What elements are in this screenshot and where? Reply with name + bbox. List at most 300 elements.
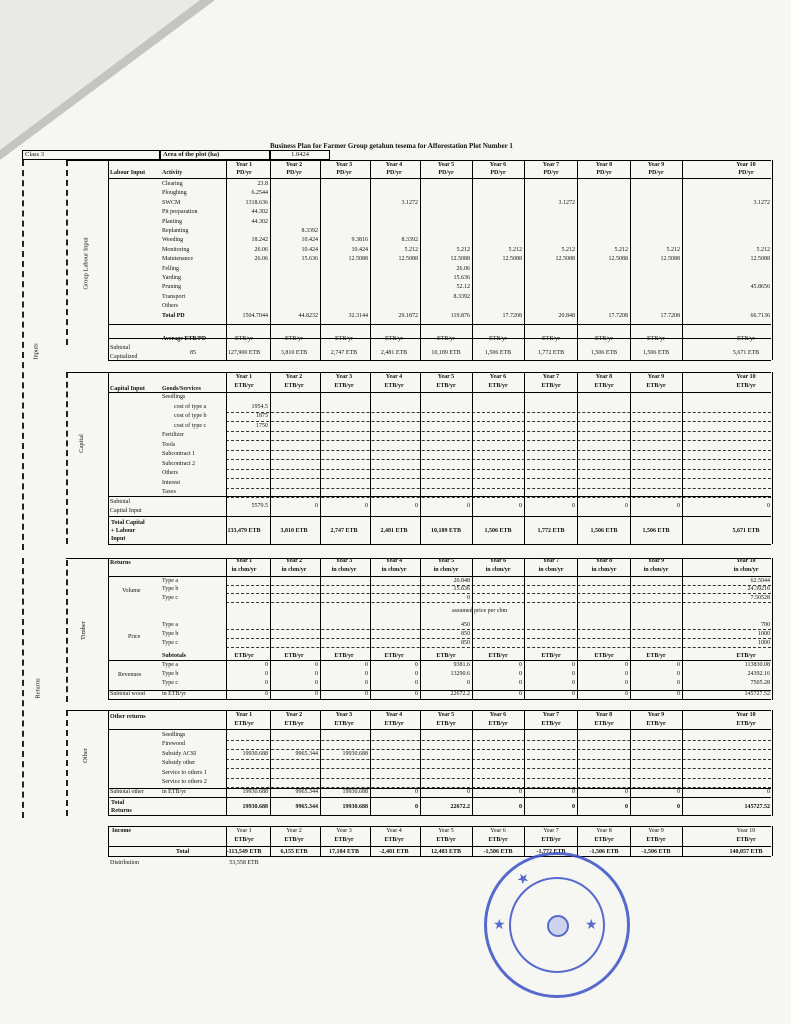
- column-rule: [772, 710, 773, 816]
- activity-name: Transport: [162, 293, 186, 300]
- year-header: Year 6: [489, 162, 507, 168]
- other-value: 9965.344: [295, 750, 318, 757]
- subtotal-other-value: 0: [572, 789, 575, 795]
- unit-header: in cbm/yr: [643, 567, 669, 573]
- column-rule: [630, 710, 631, 816]
- year-header: Year 10: [736, 828, 756, 834]
- subtotal-unit: ETB/yr: [488, 653, 508, 659]
- column-rule: [772, 372, 773, 544]
- price-label: Price: [128, 634, 141, 640]
- subtotal-other-value: 0: [467, 789, 470, 795]
- avg-unit: ETB/yr: [542, 336, 560, 342]
- column-rule: [226, 710, 227, 816]
- capital-subtotal: 0: [519, 503, 522, 509]
- column-rule: [320, 710, 321, 816]
- subtotal-wood-value: 0: [519, 691, 522, 697]
- year-header: Year 2: [285, 712, 303, 718]
- activity-name: Clearing: [162, 181, 183, 187]
- capital-item: Subcontract 1: [162, 451, 196, 457]
- labour-subtotal: 3,810 ETB: [280, 350, 308, 356]
- activity-name: Weeding: [162, 237, 184, 244]
- year-header: Year 10: [736, 162, 756, 168]
- area-label: Area of the plot (ha): [160, 150, 270, 160]
- capital-row-rule: [226, 440, 771, 441]
- subtotal-wood-value: 0: [315, 691, 318, 697]
- volume-y5: 0: [467, 594, 470, 601]
- unit-header: ETB/yr: [646, 837, 666, 843]
- labour-value: 32.3144: [348, 312, 368, 319]
- unit-header: ETB/yr: [384, 721, 404, 727]
- avg-unit: ETB/yr: [647, 336, 665, 342]
- income-total: -1,506 ETB: [641, 849, 671, 855]
- unit-header: in cbm/yr: [733, 567, 759, 573]
- column-rule: [472, 372, 473, 544]
- year-header: Year 9: [647, 162, 665, 168]
- unit-header: ETB/yr: [488, 837, 508, 843]
- labour-value: 44.8232: [298, 312, 318, 319]
- goods-services-label: Goods/Services: [162, 386, 201, 392]
- labour-value: 45.8656: [750, 284, 770, 291]
- labour-value: 12.5088: [348, 256, 368, 263]
- revenue-value: 0: [315, 662, 318, 668]
- revenue-type: Type a: [162, 662, 179, 668]
- unit-header: ETB/yr: [436, 383, 456, 389]
- labour-value: 5.212: [508, 246, 522, 253]
- labour-value: 8.3392: [401, 237, 418, 244]
- income-total: -2,481 ETB: [379, 849, 409, 855]
- labour-subtotal: 2,747 ETB: [330, 350, 358, 356]
- year-header: Year 10: [736, 712, 756, 718]
- year-header: Year 5: [437, 712, 455, 718]
- column-rule: [524, 710, 525, 816]
- income-total: 140,057 ETB: [729, 849, 763, 855]
- column-rule: [370, 372, 371, 544]
- subtotal-other-unit: in ETB/yr: [162, 789, 187, 795]
- labour-value: 5.212: [404, 246, 418, 253]
- labour-subtotal: 1,506 ETB: [590, 350, 618, 356]
- other-returns-label: Other returns: [110, 714, 146, 720]
- price-row-rule: [226, 629, 771, 630]
- subtotal-other-label: Subtotal other: [110, 789, 144, 795]
- capital-bottom-rule: [108, 544, 771, 545]
- year-header: Year 4: [385, 558, 403, 564]
- column-rule: [420, 558, 421, 700]
- labour-value: 23.8: [257, 181, 268, 187]
- column-rule: [108, 710, 109, 816]
- unit-header: ETB/yr: [541, 721, 561, 727]
- capital-input-label: Capital Input: [110, 386, 145, 392]
- revenue-value: 0: [519, 662, 522, 668]
- labour-value: 26.06: [254, 256, 268, 263]
- area-value: 1.0424: [270, 150, 330, 160]
- subtotal-wood-unit: in ETB/yr: [162, 691, 187, 697]
- activity-name: Pruning: [162, 284, 182, 291]
- revenue-value: 0: [519, 680, 522, 687]
- capital-border: [66, 372, 68, 544]
- year-header: Year 8: [595, 162, 613, 168]
- column-rule: [630, 826, 631, 856]
- volume-y10: 24.39216: [747, 586, 770, 593]
- income-total: 17,184 ETB: [328, 849, 359, 855]
- year-header: Year 6: [489, 374, 507, 380]
- revenue-value: 24392.16: [747, 671, 770, 678]
- income-total: -1,506 ETB: [589, 849, 619, 855]
- activity-name: Pit preparation: [162, 209, 198, 216]
- avg-unit: ETB/yr: [385, 336, 403, 342]
- capital-total: 133,479 ETB: [227, 528, 261, 534]
- year-header: Year 9: [647, 558, 665, 564]
- labour-border: [66, 160, 68, 345]
- revenue-value: 0: [265, 671, 268, 678]
- column-rule: [472, 826, 473, 856]
- unit-header: ETB/yr: [234, 837, 254, 843]
- labour-value: 8.3392: [453, 293, 470, 300]
- capitalized-label: Capitalized: [110, 354, 138, 360]
- year-header: Year 9: [648, 828, 664, 834]
- other-item: Firewood: [162, 741, 185, 748]
- labour-subtotal: 2,481 ETB: [380, 350, 408, 356]
- volume-row-rule: [226, 602, 771, 603]
- volume-type: Type a: [162, 578, 179, 584]
- capital-item: Tools: [162, 441, 176, 448]
- capital-subtotal-rule: [108, 496, 771, 497]
- column-rule: [577, 826, 578, 856]
- column-rule: [472, 558, 473, 700]
- revenue-value: 9381.6: [453, 662, 470, 668]
- avg-unit: ETB/yr: [489, 336, 507, 342]
- year-header: Year 6: [489, 558, 507, 564]
- column-rule: [370, 160, 371, 360]
- subtotal-unit: ETB/yr: [284, 653, 304, 659]
- distribution-value: 53,558 ETB: [229, 860, 259, 866]
- price-y10: 700: [761, 622, 770, 628]
- labour-value: 12.5088: [608, 256, 628, 263]
- subtotal-wood-value: 0: [572, 691, 575, 697]
- column-rule: [682, 710, 683, 816]
- labour-value: 12.5088: [502, 256, 522, 263]
- activity-name: SWCM: [162, 199, 181, 206]
- subtotal-unit: ETB/yr: [594, 653, 614, 659]
- other-item: Seedlings: [162, 732, 186, 738]
- labour-value: 29.1872: [398, 312, 418, 319]
- avg-unit: ETB/yr: [595, 336, 613, 342]
- timber-header-rule: [108, 576, 771, 577]
- subtotal-unit: ETB/yr: [384, 653, 404, 659]
- income-total: 12,483 ETB: [430, 849, 461, 855]
- capital-row-rule: [226, 412, 771, 413]
- capital-item: Others: [162, 470, 178, 476]
- capital-row-rule: [226, 431, 771, 432]
- column-rule: [577, 558, 578, 700]
- labour-value: 10.424: [301, 237, 318, 244]
- labour-value: 52.12: [456, 284, 470, 291]
- column-rule: [270, 826, 271, 856]
- unit-header: PD/yr: [490, 170, 506, 176]
- activity-name: Monitoring: [162, 246, 190, 253]
- subtotal-other-value: 19930.688: [242, 789, 268, 795]
- labour-value: 12.5088: [555, 256, 575, 263]
- unit-header: in cbm/yr: [538, 567, 564, 573]
- column-rule: [577, 372, 578, 544]
- labour-value: 12.5088: [398, 256, 418, 263]
- column-rule: [270, 558, 271, 700]
- column-rule: [682, 372, 683, 544]
- column-rule: [320, 372, 321, 544]
- unit-header: ETB/yr: [541, 383, 561, 389]
- organization-stamp: ★ ★ ★: [484, 852, 630, 998]
- labour-subtotal: 5,671 ETB: [732, 350, 760, 356]
- income-label: Income: [112, 828, 131, 834]
- capital-subtotal: 0: [415, 503, 418, 509]
- activity-label: Activity: [162, 170, 183, 176]
- revenue-value: 0: [677, 662, 680, 668]
- subtotal-wood-value: 0: [265, 691, 268, 697]
- capital-item: cost of type b: [174, 413, 207, 419]
- subtotal-unit: ETB/yr: [736, 653, 756, 659]
- price-note: assumed price per cbm: [452, 608, 508, 614]
- capital-item: Seedlings: [162, 394, 186, 400]
- total-capital-label3: Input: [111, 536, 126, 542]
- price-type: Type b: [162, 631, 179, 638]
- labour-value: 119.876: [450, 312, 470, 319]
- labour-value: 10.424: [351, 246, 368, 253]
- income-total: -113,549 ETB: [226, 849, 262, 855]
- activity-name: Total PD: [162, 312, 185, 319]
- returns-label: Returns: [110, 560, 131, 566]
- capital-total: 5,671 ETB: [732, 528, 760, 534]
- column-rule: [320, 160, 321, 360]
- column-rule: [772, 558, 773, 700]
- other-border: [66, 710, 68, 816]
- labour-value: 9.3816: [351, 237, 368, 244]
- labour-value: 15.636: [301, 256, 318, 263]
- labour-subtotal: 1,772 ETB: [537, 350, 565, 356]
- year-header: Year 1: [235, 162, 253, 168]
- subtotal-other-value: 0: [519, 789, 522, 795]
- unit-header: ETB/yr: [488, 383, 508, 389]
- year-header: Year 2: [285, 162, 303, 168]
- unit-header: PD/yr: [596, 170, 612, 176]
- year-header: Year 3: [336, 828, 352, 834]
- year-header: Year 1: [235, 374, 253, 380]
- revenue-value: 0: [677, 680, 680, 687]
- revenue-type: Type b: [162, 671, 179, 678]
- other-row-rule: [226, 740, 771, 741]
- income-bottom-rule: [108, 856, 771, 857]
- capital-subtotal: 0: [677, 503, 680, 509]
- volume-y10: 62.5044: [750, 578, 770, 584]
- unit-header: in cbm/yr: [231, 567, 257, 573]
- labour-value: 44.302: [251, 218, 268, 225]
- activity-name: Ploughing: [162, 190, 187, 197]
- labour-value: 6.2544: [251, 190, 268, 197]
- revenue-value: 0: [625, 662, 628, 668]
- revenue-value: 0: [315, 671, 318, 678]
- capital-value: 1954.5: [251, 403, 268, 410]
- year-header: Year 6: [489, 712, 507, 718]
- avg-unit: ETB/yr: [737, 336, 755, 342]
- unit-header: ETB/yr: [284, 837, 304, 843]
- price-type: Type c: [162, 640, 179, 647]
- activity-name: Yarding: [162, 275, 182, 281]
- unit-header: ETB/yr: [234, 721, 254, 727]
- other-top-rule: [66, 710, 771, 711]
- total-returns-label: Total: [111, 800, 125, 806]
- price-y5: 450: [461, 622, 470, 628]
- labour-value: 10.424: [301, 246, 318, 253]
- unit-header: ETB/yr: [284, 383, 304, 389]
- unit-header: in cbm/yr: [281, 567, 307, 573]
- year-header: Year 4: [385, 712, 403, 718]
- avg-unit: ETB/yr: [335, 336, 353, 342]
- column-rule: [108, 372, 109, 544]
- labour-top-rule: [66, 160, 771, 161]
- capital-input-sub: Capital Input: [110, 508, 142, 514]
- column-rule: [370, 558, 371, 700]
- column-rule: [320, 558, 321, 700]
- labour-value: 3.1272: [401, 199, 418, 206]
- price-row-rule: [226, 647, 771, 648]
- labour-value: 44.302: [251, 209, 268, 216]
- year-header: Year 9: [647, 712, 665, 718]
- avg-unit: ETB/yr: [235, 336, 253, 342]
- revenue-value: 0: [315, 680, 318, 687]
- price-y10: 1000: [758, 631, 770, 638]
- unit-header: in cbm/yr: [433, 567, 459, 573]
- capital-total-rule: [108, 516, 771, 517]
- unit-header: ETB/yr: [736, 837, 756, 843]
- volume-type: Type b: [162, 586, 179, 593]
- capital-row-rule: [226, 488, 771, 489]
- total-capital-label2: + Labour: [111, 528, 136, 534]
- year-header: Year 2: [285, 374, 303, 380]
- capital-subtotal: 0: [625, 503, 628, 509]
- capital-row-rule: [226, 469, 771, 470]
- column-rule: [108, 160, 109, 360]
- year-header: Year 5: [437, 162, 455, 168]
- unit-header: ETB/yr: [646, 721, 666, 727]
- column-rule: [270, 710, 271, 816]
- income-total: -1,506 ETB: [483, 849, 513, 855]
- labour-value: 5.212: [614, 246, 628, 253]
- unit-header: ETB/yr: [541, 837, 561, 843]
- unit-header: PD/yr: [386, 170, 402, 176]
- subtotal-unit: ETB/yr: [646, 653, 666, 659]
- unit-header: in cbm/yr: [381, 567, 407, 573]
- revenue-value: 0: [365, 671, 368, 678]
- total-returns-value: 0: [519, 804, 522, 810]
- total-returns-value: 0: [625, 804, 628, 810]
- year-header: Year 7: [543, 828, 559, 834]
- capital-subtotal: 0: [365, 503, 368, 509]
- section-inputs: Inputs: [32, 343, 40, 360]
- year-header: Year 5: [438, 828, 454, 834]
- other-item: Subsidy other: [162, 760, 196, 767]
- column-rule: [524, 826, 525, 856]
- column-rule: [320, 826, 321, 856]
- capital-subtotal: 0: [767, 503, 770, 509]
- year-header: Year 8: [596, 828, 612, 834]
- capital-row-rule: [226, 450, 771, 451]
- subtotal-wood-value: 145727.52: [744, 691, 770, 697]
- other-row-rule: [226, 778, 771, 779]
- capital-header-rule: [108, 392, 771, 393]
- column-rule: [226, 558, 227, 700]
- revenue-value: 0: [572, 662, 575, 668]
- income-top-rule: [108, 826, 771, 827]
- year-header: Year 5: [437, 558, 455, 564]
- capital-subtotal: 0: [467, 503, 470, 509]
- subtotal-other-value: 0: [415, 789, 418, 795]
- revenue-value: 13290.6: [450, 671, 470, 678]
- revenue-value: 0: [572, 680, 575, 687]
- capital-item: Taxes: [162, 489, 176, 495]
- unit-header: ETB/yr: [594, 837, 614, 843]
- other-item: Service to others 1: [162, 769, 207, 776]
- revenue-value: 0: [625, 680, 628, 687]
- subtotal-unit: ETB/yr: [541, 653, 561, 659]
- other-value: 19930.688: [342, 750, 368, 757]
- unit-header: in cbm/yr: [331, 567, 357, 573]
- unit-header: ETB/yr: [488, 721, 508, 727]
- column-rule: [577, 710, 578, 816]
- column-rule: [577, 160, 578, 360]
- section-timber: Timber: [79, 621, 87, 640]
- total-returns-label2: Returns: [111, 808, 132, 814]
- column-rule: [226, 372, 227, 544]
- year-header: Year 1: [235, 712, 253, 718]
- subtotal-other-value: 0: [625, 789, 628, 795]
- income-total-label: Total: [176, 849, 190, 855]
- capital-total: 3,810 ETB: [280, 528, 308, 534]
- labour-value: 12.5088: [660, 256, 680, 263]
- labour-value: 5.212: [561, 246, 575, 253]
- activity-name: Others: [162, 303, 178, 310]
- capital-top-rule: [66, 372, 771, 373]
- unit-header: ETB/yr: [736, 721, 756, 727]
- subtotal-unit: ETB/yr: [234, 653, 254, 659]
- section-capital: Capital: [77, 434, 85, 453]
- revenue-value: 0: [265, 680, 268, 687]
- revenues-label: Revenues: [118, 672, 142, 678]
- capital-subtotal: 5579.5: [251, 503, 268, 509]
- other-value: 19930.688: [242, 750, 268, 757]
- avg-unit: ETB/yr: [437, 336, 455, 342]
- labour-value: 12.5088: [750, 256, 770, 263]
- activity-name: Planting: [162, 218, 183, 225]
- year-header: Year 6: [490, 828, 506, 834]
- year-header: Year 5: [437, 374, 455, 380]
- column-rule: [108, 826, 109, 856]
- total-returns-value: 9965.344: [295, 804, 318, 810]
- total-returns-value: 0: [415, 804, 418, 810]
- column-rule: [772, 160, 773, 360]
- revenue-value: 0: [625, 671, 628, 678]
- labour-value: 1504.7044: [242, 312, 268, 319]
- capital-row-rule: [226, 459, 771, 460]
- year-header: Year 10: [736, 374, 756, 380]
- income-header-rule: [108, 846, 771, 847]
- revenue-value: 0: [519, 671, 522, 678]
- unit-header: ETB/yr: [334, 383, 354, 389]
- labour-bottom-rule: [108, 360, 771, 361]
- year-header: Year 3: [335, 558, 353, 564]
- column-rule: [226, 160, 227, 360]
- unit-header: ETB/yr: [384, 837, 404, 843]
- unit-header: PD/yr: [738, 170, 754, 176]
- unit-header: ETB/yr: [334, 721, 354, 727]
- year-header: Year 1: [235, 558, 253, 564]
